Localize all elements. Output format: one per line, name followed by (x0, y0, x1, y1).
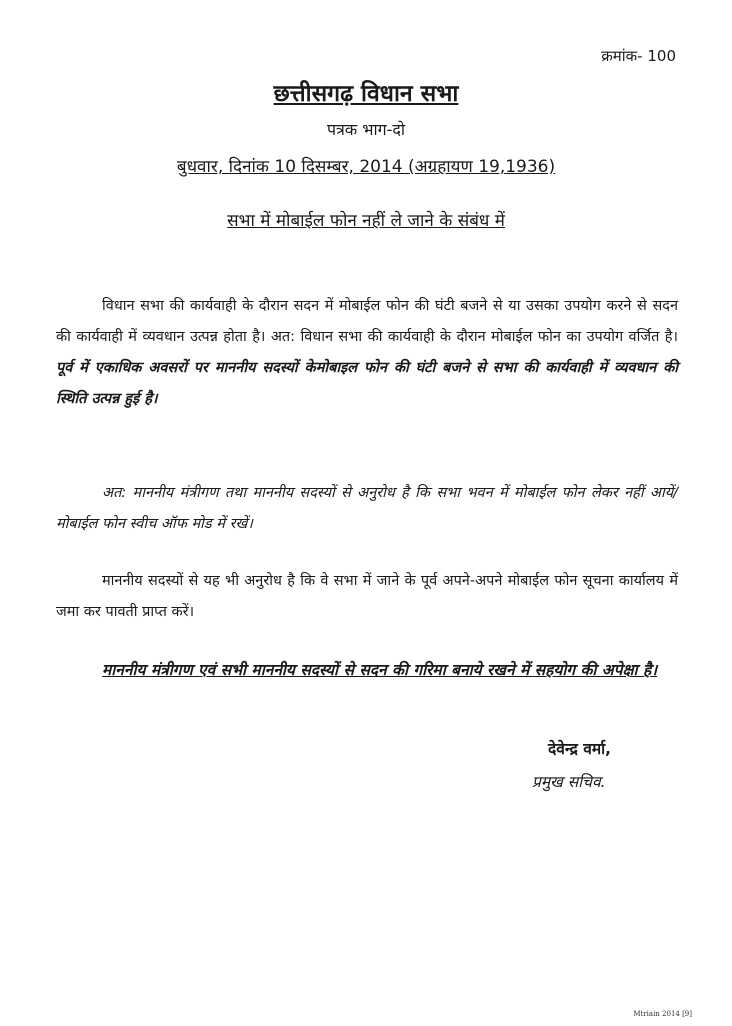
signatory-name: देवेन्द्र वर्मा, (548, 740, 612, 758)
paragraph-1-emphasis: पूर्व में एकाधिक अवसरों पर माननीय सदस्यों केमोबाइल फोन की घंटी बजने से सभा की कार्यवाही में व्यवधान की स्थिति उत्पन्न हुई है। (56, 360, 678, 407)
subject-line: सभा में मोबाईल फोन नहीं ले जाने के संबंध में (227, 211, 505, 231)
paragraph-2-text: अत: माननीय मंत्रीगण तथा माननीय सदस्यों से अनुरोध है कि सभा भवन में मोबाईल फोन लेकर नहीं आयें/मोबाईल फोन स्वीच ऑफ मोड में रखें। (56, 485, 678, 532)
serial-number: क्रमांक- 100 (601, 47, 676, 65)
paragraph-4-request (56, 655, 678, 686)
paragraph-3 (56, 566, 678, 628)
paragraph-3-text: माननीय सदस्यों से यह भी अनुरोध है कि वे सभा में जाने के पूर्व अपने-अपने मोबाईल फोन सूचना कार्यालय में जमा कर पावती प्राप्त करें। (56, 573, 678, 620)
footer-code: Mtriain 2014 [9] (633, 1010, 692, 1018)
document-title: छत्तीसगढ़ विधान सभा (273, 81, 459, 107)
paragraph-4-text: माननीय मंत्रीगण एवं सभी माननीय सदस्यों से सदन की गरिमा बनाये रखने में सहयोग की अपेक्षा है। (102, 661, 658, 679)
paragraph-2 (56, 478, 678, 540)
paragraph-1-text: विधान सभा की कार्यवाही के दौरान सदन में मोबाईल फोन की घंटी बजने से या उसका उपयोग करने से सदन की कार्यवाही में व्यवधान उत्पन्न होता है। अत: विधान सभा की कार्यवाही के दौरान मोबाईल फोन का उपयोग वर्जित है। (56, 298, 678, 345)
signatory-designation: प्रमुख सचिव. (532, 773, 606, 791)
document-subtitle: पत्रक भाग-दो (326, 120, 406, 139)
date-line: बुधवार, दिनांक 10 दिसम्बर, 2014 (अग्रहायण 19,1936) (176, 157, 556, 177)
paragraph-1 (56, 291, 678, 415)
